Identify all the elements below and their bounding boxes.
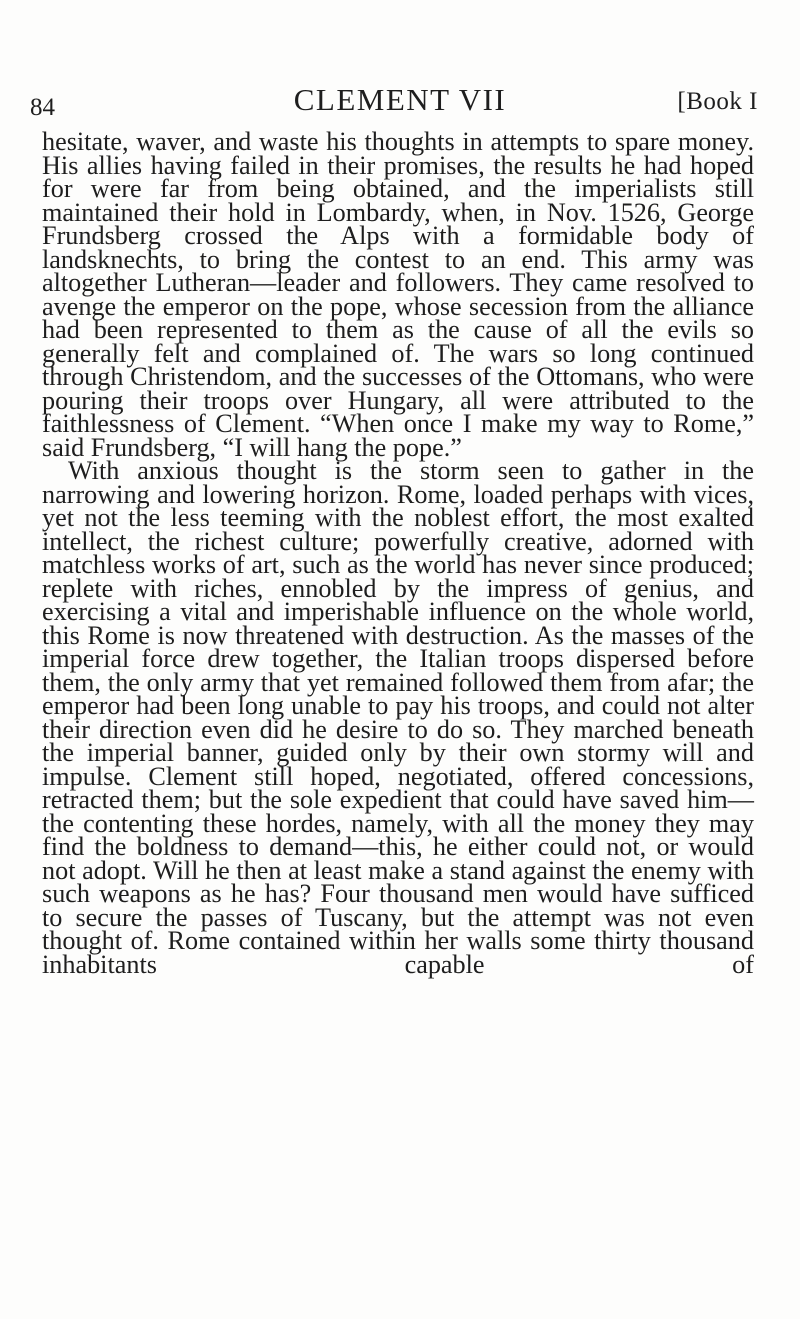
paragraph: With anxious thought is the storm seen to gather in the narrowing and lowering horizon. Rome, loaded perhaps with vices, yet not the less teeming with the noblest effort, the most exalted intellect, the richest culture; powerfully creative, adorned with matchless works of art, such as the world has never since produced; replete with riches, ennobled by the impress of genius, and exercising a vital and imperishable influence on the whole world, this Rome is now threatened with destruction. As the masses of the imperial force drew together, the Italian troops dispersed before them, the only army that yet remained followed them from afar; the emperor had been long unable to pay his troops, and could not alter their direction even did he desire to do so. They marched beneath the imperial banner, guided only by their own stormy will and impulse. Clement still hoped, negotiated, offered concessions, retracted them; but the sole expedient that could have saved him—the contenting these hordes, namely, with all the money they may find the boldness to demand—this, he either could not, or would not adopt. Will he then at least make a stand against the enemy with such weapons as he has? Four thousand men would have sufficed to secure the passes of Tuscany, but the attempt was not even thought of. Rome contained within her walls some thirty thousand inhabitants capable of <box>42 456 754 979</box>
page-header <box>30 82 770 122</box>
book-section-ref: [Book I <box>677 88 758 115</box>
page-number: 84 <box>30 94 55 121</box>
running-title: CLEMENT VII <box>293 82 507 117</box>
body-text <box>42 127 754 979</box>
paragraph: hesitate, waver, and waste his thoughts in attempts to spare money. His allies having failed in their promises, the results he had hoped for were far from being obtained, and the imperialists still maintained their hold in Lombardy, when, in Nov. 1526, George Frundsberg crossed the Alps with a formidable body of landsknechts, to bring the contest to an end. This army was altogether Lutheran—leader and followers. They came resolved to avenge the emperor on the pope, whose secession from the alliance had been represented to them as the cause of all the evils so generally felt and complained of. The wars so long continued through Christendom, and the successes of the Ottomans, who were pouring their troops over Hungary, all were attributed to the faithlessness of Clement. “When once I make my way to Rome,” said Frundsberg, “I will hang the pope.” <box>42 127 754 462</box>
